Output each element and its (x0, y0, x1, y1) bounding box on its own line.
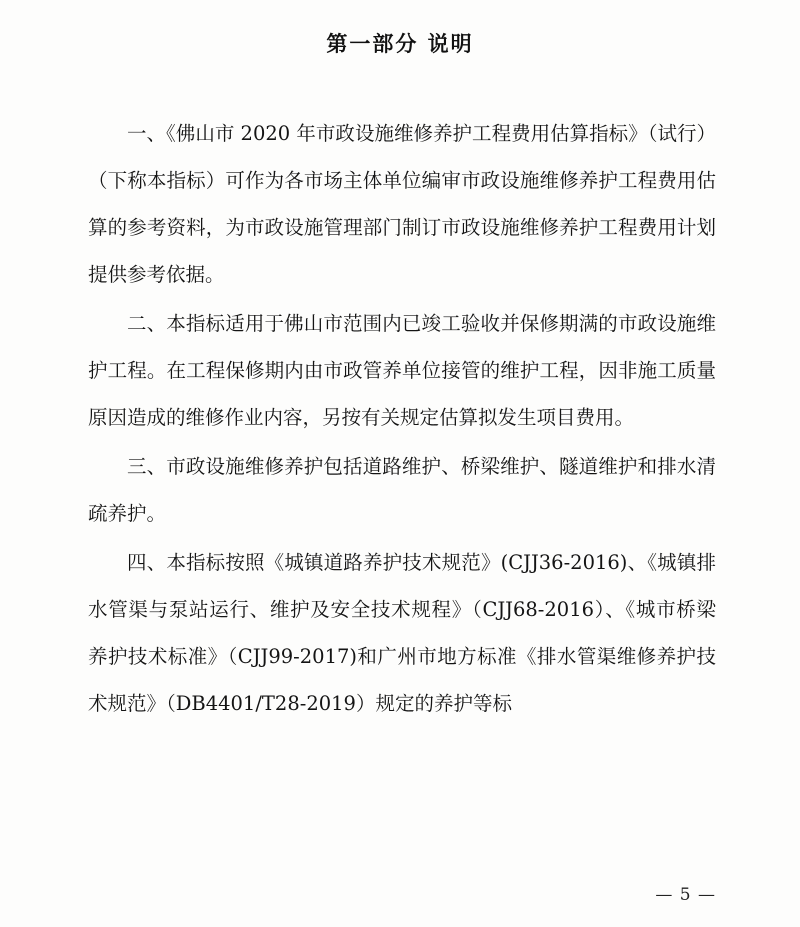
paragraph-4: 四、本指标按照《城镇道路养护技术规范》(CJJ36-2016)、《城镇排水管渠与泵站运行、维护及安全技术规程》（CJJ68-2016）、《城市桥梁养护技术标准》（CJJ99-2017)和广州市地方标准《排水管渠维修养护技术规范》（DB4401/T28-2019）规定的养护等标 (88, 551, 716, 715)
page-title: 第一部分 说明 (326, 31, 474, 56)
page-number: — 5 — (655, 885, 716, 905)
paragraph-1: 一、《佛山市 2020 年市政设施维修养护工程费用估算指标》（试行）（下称本指标）可作为各市场主体单位编审市政设施维修养护工程费用估算的参考资料，为市政设施管理部门制订市政设施维修养护工程费用计划提供参考依据。 (88, 122, 716, 286)
document-body (0, 110, 800, 727)
paragraph-3: 三、市政设施维修养护包括道路维护、桥梁维护、隧道维护和排水清疏养护。 (88, 455, 716, 525)
paragraph-2: 二、本指标适用于佛山市范围内已竣工验收并保修期满的市政设施维护工程。在工程保修期内由市政管养单位接管的维护工程，因非施工质量原因造成的维修作业内容，另按有关规定估算拟发生项目费用。 (88, 312, 716, 429)
